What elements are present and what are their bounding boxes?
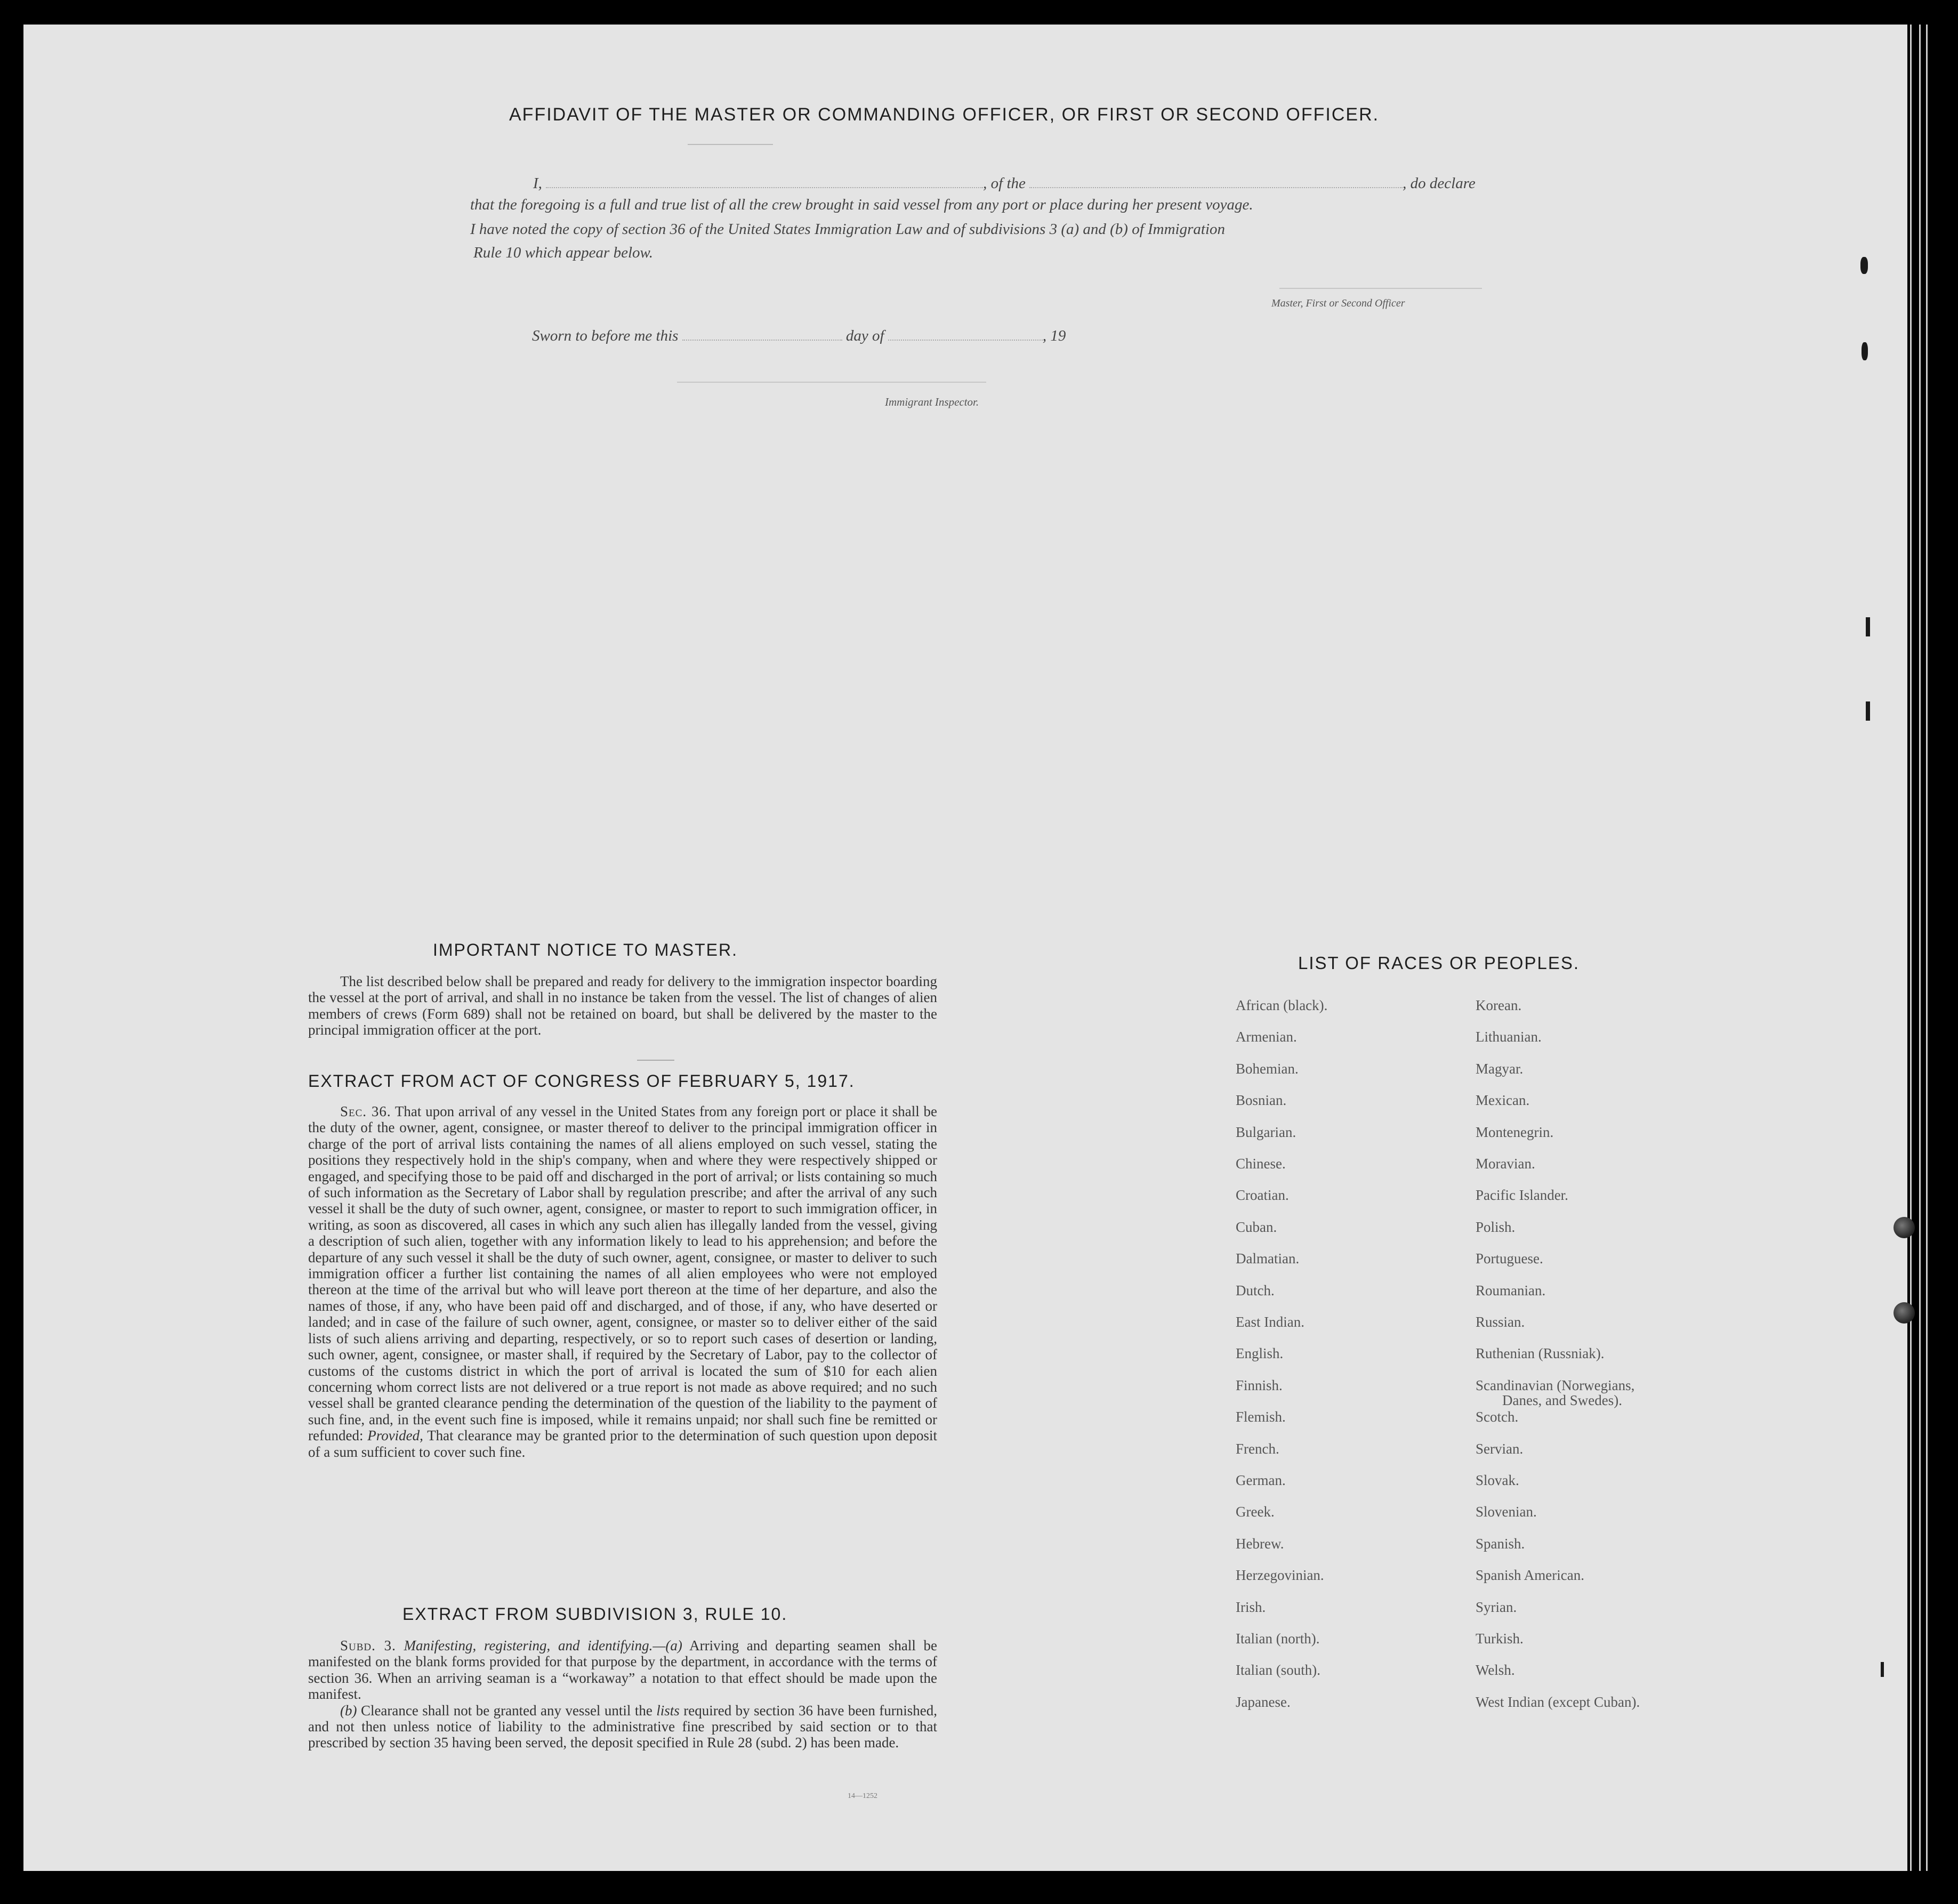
act-body: [308, 1103, 937, 1460]
binding-mark: [1862, 342, 1868, 360]
notice-text: The list described below shall be prepared and ready for delivery to the immigration inspector boarding the vessel at the port of arrival, and shall in no instance be taken from the vessel. The list of changes of alien members of crews (Form 689) shall not be retained on board, but shall be delivered by the master to the principal immigration officer at the port.: [308, 973, 937, 1038]
subd-a-label: (a): [665, 1637, 682, 1653]
race-item: Polish.: [1476, 1219, 1516, 1235]
vessel-blank[interactable]: [1029, 185, 1403, 188]
race-item: Croatian.: [1236, 1187, 1289, 1203]
affidavit-line-3: I have noted the copy of section 36 of the United States Immigration Law and of subdivisions 3 (a) and (b) of Immigration: [470, 221, 1226, 238]
subd-title: Manifesting, registering, and identifying.—: [404, 1637, 666, 1653]
inspector-signature-line[interactable]: [677, 382, 986, 383]
title-rule: [688, 144, 773, 145]
notice-heading: IMPORTANT NOTICE TO MASTER.: [433, 940, 738, 959]
race-item: Finnish.: [1236, 1377, 1283, 1393]
text-do-declare: , do declare: [1403, 175, 1476, 192]
race-item: Welsh.: [1476, 1662, 1515, 1678]
race-item: Armenian.: [1236, 1029, 1297, 1045]
act-body-end: That clearance may be granted prior to the determination of such question upon deposit of a sum sufficient to cover such fine.: [308, 1427, 938, 1460]
month-blank[interactable]: [888, 337, 1043, 341]
binding-mark: [1860, 257, 1868, 274]
notice-rule: [637, 1060, 674, 1061]
binding-mark: [1881, 1662, 1884, 1677]
race-item: Cuban.: [1236, 1219, 1277, 1235]
page-edge: [1926, 25, 1928, 1871]
race-item: Mexican.: [1476, 1092, 1530, 1108]
race-item: Bulgarian.: [1236, 1124, 1296, 1140]
master-signature-line[interactable]: [1279, 288, 1482, 289]
race-item: Turkish.: [1476, 1631, 1524, 1647]
race-item: Japanese.: [1236, 1694, 1291, 1710]
race-item: English.: [1236, 1345, 1284, 1361]
page-edge: [1919, 25, 1921, 1871]
race-item: Hebrew.: [1236, 1536, 1284, 1552]
subd-b-body-1: Clearance shall not be granted any vessel until the: [360, 1702, 652, 1719]
sec-label: Sec. 36.: [340, 1103, 391, 1119]
race-item: Magyar.: [1476, 1061, 1524, 1077]
affidavit-line-1: [533, 175, 1476, 192]
binding-mark: [1866, 617, 1870, 636]
race-item: Italian (south).: [1236, 1662, 1320, 1678]
race-item: West Indian (except Cuban).: [1476, 1694, 1640, 1710]
subd-b-label: (b): [340, 1702, 357, 1719]
race-item: Bosnian.: [1236, 1092, 1287, 1108]
race-item-continuation: Danes, and Swedes).: [1502, 1392, 1622, 1408]
subd-a: [308, 1637, 937, 1703]
name-blank[interactable]: [546, 185, 983, 188]
affidavit-title: AFFIDAVIT OF THE MASTER OR COMMANDING OFFICER, OR FIRST OR SECOND OFFICER.: [509, 104, 1380, 125]
act-text: [308, 1103, 937, 1460]
race-item: Scotch.: [1476, 1409, 1519, 1425]
race-item: Montenegrin.: [1476, 1124, 1554, 1140]
sworn-line: [532, 327, 1066, 345]
race-item: Italian (north).: [1236, 1631, 1320, 1647]
race-item: French.: [1236, 1441, 1279, 1457]
subd-b: [308, 1703, 937, 1751]
form-number: 14—1252: [848, 1792, 877, 1800]
subd-label: Subd. 3.: [340, 1637, 396, 1653]
race-item: Greek.: [1236, 1504, 1275, 1520]
text-of-the: , of the: [983, 175, 1026, 192]
race-item: Dutch.: [1236, 1282, 1275, 1298]
race-item: Russian.: [1476, 1314, 1525, 1330]
subdivision-heading: EXTRACT FROM SUBDIVISION 3, RULE 10.: [402, 1604, 788, 1624]
race-item: Moravian.: [1476, 1156, 1535, 1172]
subdivision-body: [308, 1637, 937, 1751]
text-i: I,: [533, 175, 542, 192]
affidavit-line-4: Rule 10 which appear below.: [473, 244, 653, 261]
race-item: East Indian.: [1236, 1314, 1304, 1330]
race-item: Scandinavian (Norwegians,: [1476, 1377, 1635, 1393]
page-edge: [1910, 25, 1912, 1871]
act-body-text: That upon arrival of any vessel in the United States from any foreign port or place it shall be the duty of the owner, agent, consignee, or master thereof to deliver to the principal immigration officer in charge of the port of arrival lists containing the names of all aliens employed on such vessel, stating the positions they respectively hold in the ship's company, when and where they were respectively shipped or engaged, and specifying those to be paid off and discharged in the port of arrival; or lists containing so much of such information as the Secretary of Labor shall by regulation prescribe; and after the arrival of any such vessel it shall be the duty of such owner, agent, consignee, or master to report to such immigration officer, in writing, as soon as discovered, all cases in which any such alien has illegally landed from the vessel, giving a description of such alien, together with any information likely to lead to his apprehension; and before the departure of any such vessel it shall be the duty of such owner, agent, consignee, or master to deliver to such immigration officer a further list containing the names of all alien employees who were not employed thereon at the time of the arrival but who will leave port thereon at the time of her departure, and also the names of those, if any, who have been paid off and discharged, and of those, if any, who have deserted or landed; and in case of the failure of such owner, agent, consignee, or master so to deliver either of the said lists of such aliens arriving and departing, respectively, or so to report such cases of desertion or landing, such owner, agent, consignee, or master shall, if required by the Secretary of Labor, pay to the collector of customs of the customs district in which the port of arrival is located the sum of $10 for each alien concerning whom correct lists are not delivered or a true report is not made as above required; and no such vessel shall be granted clearance pending the determination of the question of the liability to the payment of such fine, and, in the event such fine is imposed, while it remains unpaid; nor shall such fine be remitted or refunded:: [308, 1103, 938, 1444]
sworn-day-of: day of: [845, 327, 884, 344]
race-item-scandinavian: [1476, 1378, 1710, 1408]
race-item: Pacific Islander.: [1476, 1187, 1568, 1203]
race-item: Ruthenian (Russniak).: [1476, 1345, 1605, 1361]
race-item: Lithuanian.: [1476, 1029, 1542, 1045]
race-item: Spanish American.: [1476, 1567, 1584, 1583]
punch-hole: [1893, 1302, 1915, 1324]
day-blank[interactable]: [682, 337, 842, 341]
binding-mark: [1866, 701, 1870, 721]
race-item: Herzegovinian.: [1236, 1567, 1324, 1583]
race-item: Bohemian.: [1236, 1061, 1299, 1077]
race-item: Slovenian.: [1476, 1504, 1537, 1520]
race-item: Dalmatian.: [1236, 1250, 1300, 1266]
race-item: Chinese.: [1236, 1156, 1286, 1172]
sworn-year: , 19: [1042, 327, 1066, 344]
provided-text: Provided,: [367, 1427, 423, 1444]
sworn-prefix: Sworn to before me this: [532, 327, 679, 344]
subd-b-lists: lists: [656, 1702, 680, 1719]
notice-body: [308, 973, 937, 1038]
race-item: Spanish.: [1476, 1536, 1525, 1552]
race-item: Servian.: [1476, 1441, 1524, 1457]
document-page: [23, 25, 1907, 1871]
master-signature-label: Master, First or Second Officer: [1271, 297, 1405, 309]
race-item: Flemish.: [1236, 1409, 1286, 1425]
act-heading: EXTRACT FROM ACT OF CONGRESS OF FEBRUARY 5, 1917.: [308, 1071, 855, 1091]
race-item: Slovak.: [1476, 1472, 1519, 1488]
affidavit-line-2: that the foregoing is a full and true list of all the crew brought in said vessel from any port or place during her present voyage.: [470, 196, 1253, 213]
race-item: Syrian.: [1476, 1599, 1517, 1615]
races-title: LIST OF RACES OR PEOPLES.: [1298, 953, 1580, 973]
race-item: Roumanian.: [1476, 1282, 1546, 1298]
race-item: Irish.: [1236, 1599, 1266, 1615]
race-item: African (black).: [1236, 997, 1328, 1013]
subd-b-body-2: required by section 36 have been furnished, and not then unless notice of liability to the administrative fine prescribed by said section or to that prescribed by section 35 having been served, the deposit specified in Rule 28 (subd. 2) has been made.: [308, 1702, 938, 1751]
punch-hole: [1893, 1217, 1915, 1238]
race-item: Korean.: [1476, 997, 1522, 1013]
subd-a-body: Arriving and departing seamen shall be manifested on the blank forms provided for that purpose by the department, in accordance with the terms of section 36. When an arriving seaman is a “workaway” a notation to that effect should be made upon the manifest.: [308, 1637, 938, 1703]
race-item: Portuguese.: [1476, 1250, 1543, 1266]
race-item: German.: [1236, 1472, 1286, 1488]
inspector-label: Immigrant Inspector.: [885, 396, 979, 408]
